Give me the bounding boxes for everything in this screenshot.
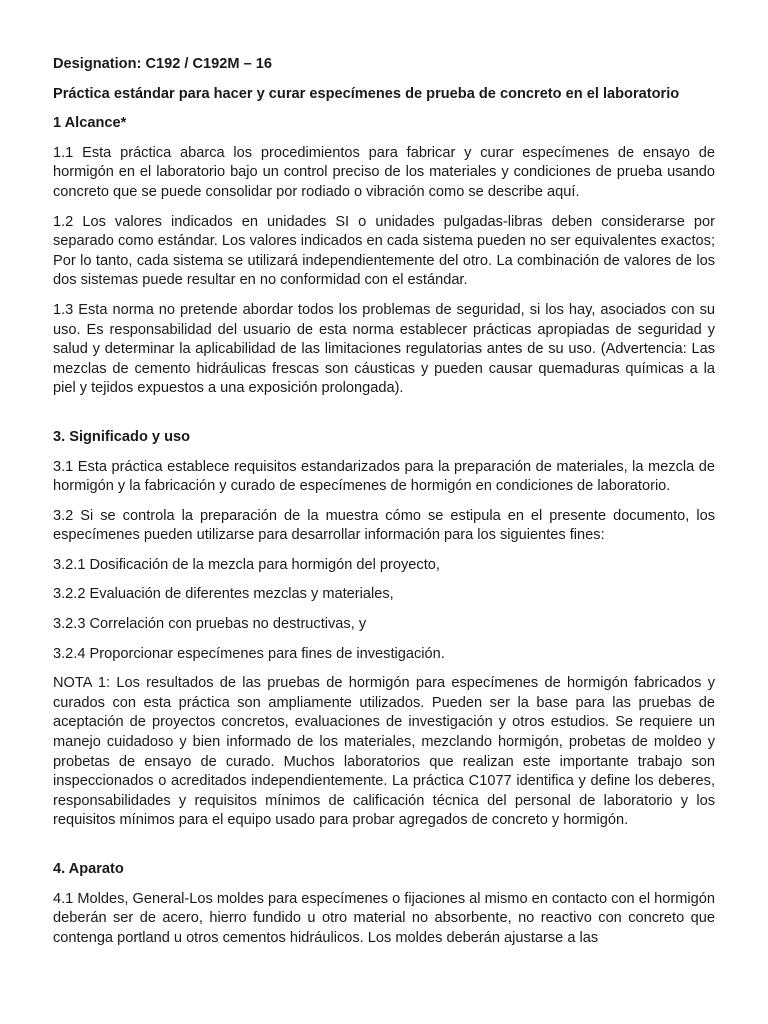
document-page: [53, 55, 715, 958]
paragraph-1-3: 1.3 Esta norma no pretende abordar todos los problemas de seguridad, si los hay, asociados con su uso. Es responsabilidad del usuario de esta norma establecer prácticas apropiadas de seguridad y salud y determinar la aplicabilidad de las limitaciones regulatorias antes de su uso. (Advertencia: Las mezclas de cemento hidráulicas frescas son cáusticas y pueden causar quemaduras químicas a la piel y tejidos expuestos a una exposición prolongada).: [53, 301, 715, 397]
list-item-3-2-2: 3.2.2 Evaluación de diferentes mezclas y materiales,: [53, 586, 394, 603]
designation-label: Designation:: [53, 56, 142, 72]
paragraph-1-2: 1.2 Los valores indicados en unidades SI o unidades pulgadas-libras deben considerarse por separado como estándar. Los valores indicados en cada sistema pueden no ser equivalentes exactos; Por lo tanto, cada sistema se utilizará independientemente del otro. La combinación de valores de los dos sistemas puede resultar en no conformidad con el estándar.: [53, 213, 715, 289]
paragraph-3-1: 3.1 Esta práctica establece requisitos estandarizados para la preparación de materiales, la mezcla de hormigón y la fabricación y curado de especímenes de hormigón en condiciones de laboratorio.: [53, 458, 715, 495]
paragraph-4-1: 4.1 Moldes, General-Los moldes para especímenes o fijaciones al mismo en contacto con el hormigón deberán ser de acero, hierro fundido u otro material no absorbente, no reactivo con concreto que contenga portland u otros cementos hidráulicos. Los moldes deberán ajustarse a las: [53, 890, 715, 946]
section-4-heading: 4. Aparato: [53, 861, 124, 877]
list-item-3-2-3: 3.2.3 Correlación con pruebas no destructivas, y: [53, 616, 367, 633]
designation-value: C192 / C192M – 16: [145, 56, 272, 72]
section-1-heading: 1 Alcance*: [53, 115, 127, 132]
designation-line: [53, 55, 715, 75]
document-title: Práctica estándar para hacer y curar especímenes de prueba de concreto en el laboratorio: [53, 85, 680, 102]
section-gap: [53, 841, 715, 860]
paragraph-1-1: 1.1 Esta práctica abarca los procedimientos para fabricar y curar especímenes de ensayo de hormigón en el laboratorio bajo un control preciso de los materiales y condiciones de prueba usando concreto que se puede consolidar por rodiado o vibración como se describe aquí.: [53, 144, 715, 200]
section-3-heading: 3. Significado y uso: [53, 428, 191, 445]
paragraph-3-2: 3.2 Si se controla la preparación de la muestra cómo se estipula en el presente documento, los especímenes pueden utilizarse para desarrollar información para los siguientes fines:: [53, 507, 715, 544]
list-item-3-2-1: 3.2.1 Dosificación de la mezcla para hormigón del proyecto,: [53, 556, 440, 573]
section-gap: [53, 409, 715, 428]
list-item-3-2-4: 3.2.4 Proporcionar especímenes para fines de investigación.: [53, 645, 445, 662]
note-1: NOTA 1: Los resultados de las pruebas de hormigón para especímenes de hormigón fabricados y curados con esta práctica son ampliamente utilizados. Pueden ser la base para las pruebas de aceptación de proyectos concretos, evaluaciones de investigación y otros estudios. Se requiere un manejo cuidadoso y bien informado de los materiales, mezclando hormigón, probetas de moldeo y probetas de ensayo de curado. Muchos laboratorios que realizan este importante trabajo son inspeccionados o acreditados independientemente. La práctica C1077 identifica y define los deberes, responsabilidades y requisitos mínimos de calificación técnica del personal de laboratorio y los requisitos mínimos para el equipo usado para probar agregados de concreto y hormigón.: [53, 675, 715, 829]
